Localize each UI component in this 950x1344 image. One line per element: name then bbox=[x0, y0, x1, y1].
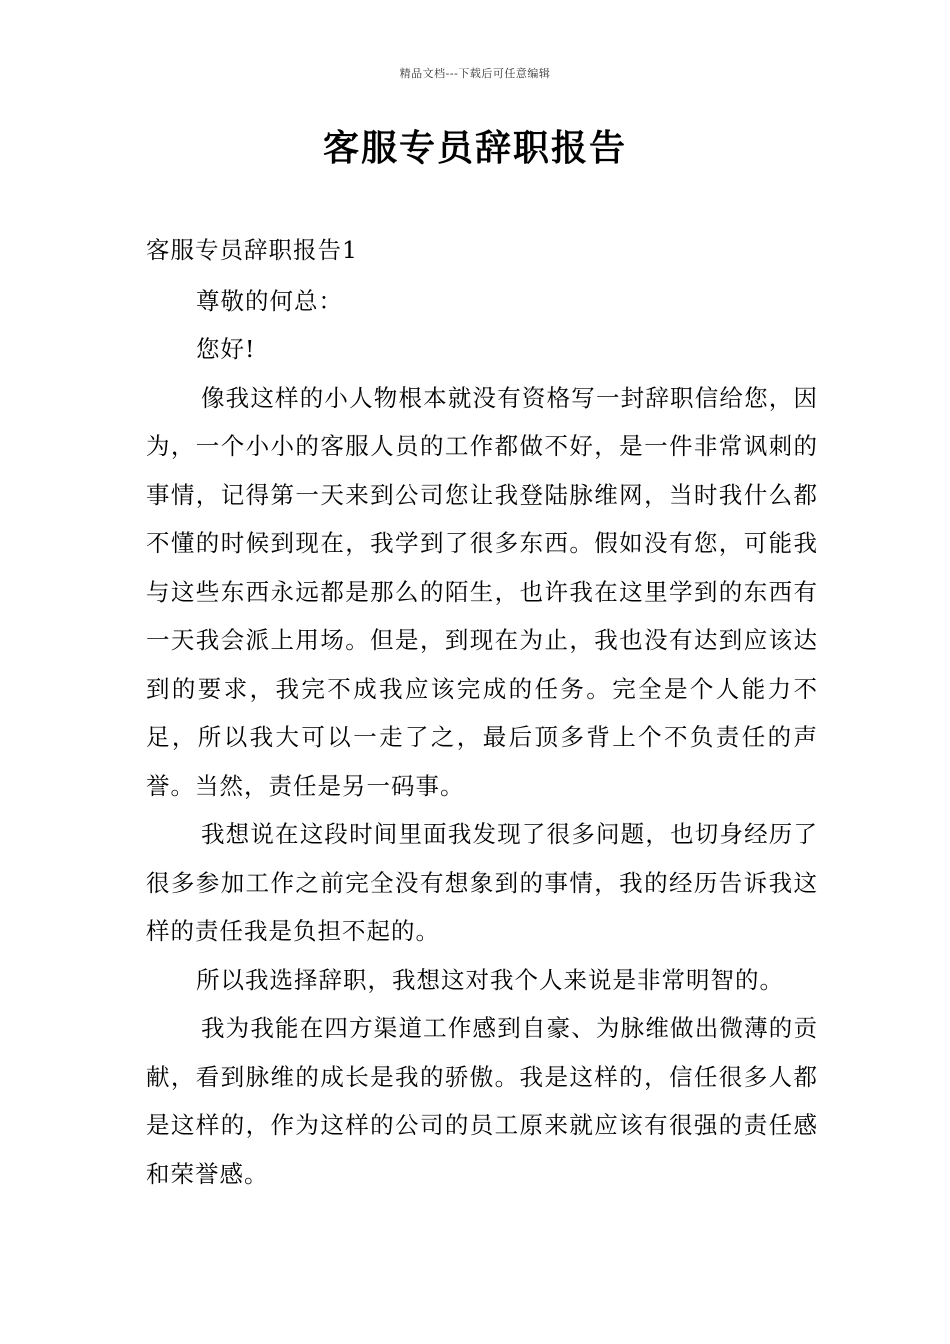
greeting: 您好! bbox=[196, 335, 256, 363]
section-heading: 客服专员辞职报告1 bbox=[146, 236, 358, 264]
paragraph: 我为我能在四方渠道工作感到自豪、为脉维做出微薄的贡献，看到脉维的成长是我的骄傲。我是这样的，信任很多人都是这样的，作为这样的公司的员工原来就应该有很强的责任感和荣誉感。 bbox=[146, 1014, 818, 1188]
paragraph: 像我这样的小人物根本就没有资格写一封辞职信给您，因为，一个小小的客服人员的工作都做不好，是一件非常讽刺的事情，记得第一天来到公司您让我登陆脉维网，当时我什么都不懂的时候到现在，我学到了很多东西。假如没有您，可能我与这些东西永远都是那么的陌生，也许我在这里学到的东西有一天我会派上用场。但是，到现在为止，我也没有达到应该达到的要求，我完不成我应该完成的任务。完全是个人能力不足，所以我大可以一走了之，最后顶多背上个不负责任的声誉。当然，责任是另一码事。 bbox=[146, 383, 818, 800]
document-body bbox=[146, 226, 818, 1198]
header-note: 精品文档---下载后可任意编辑 bbox=[399, 67, 551, 80]
paragraph: 我想说在这段时间里面我发现了很多问题，也切身经历了很多参加工作之前完全没有想象到的事情，我的经历告诉我这样的责任我是负担不起的。 bbox=[146, 820, 818, 945]
salutation: 尊敬的何总： bbox=[196, 286, 343, 315]
paragraph: 所以我选择辞职，我想这对我个人来说是非常明智的。 bbox=[196, 965, 784, 994]
document-title: 客服专员辞职报告 bbox=[322, 128, 627, 169]
